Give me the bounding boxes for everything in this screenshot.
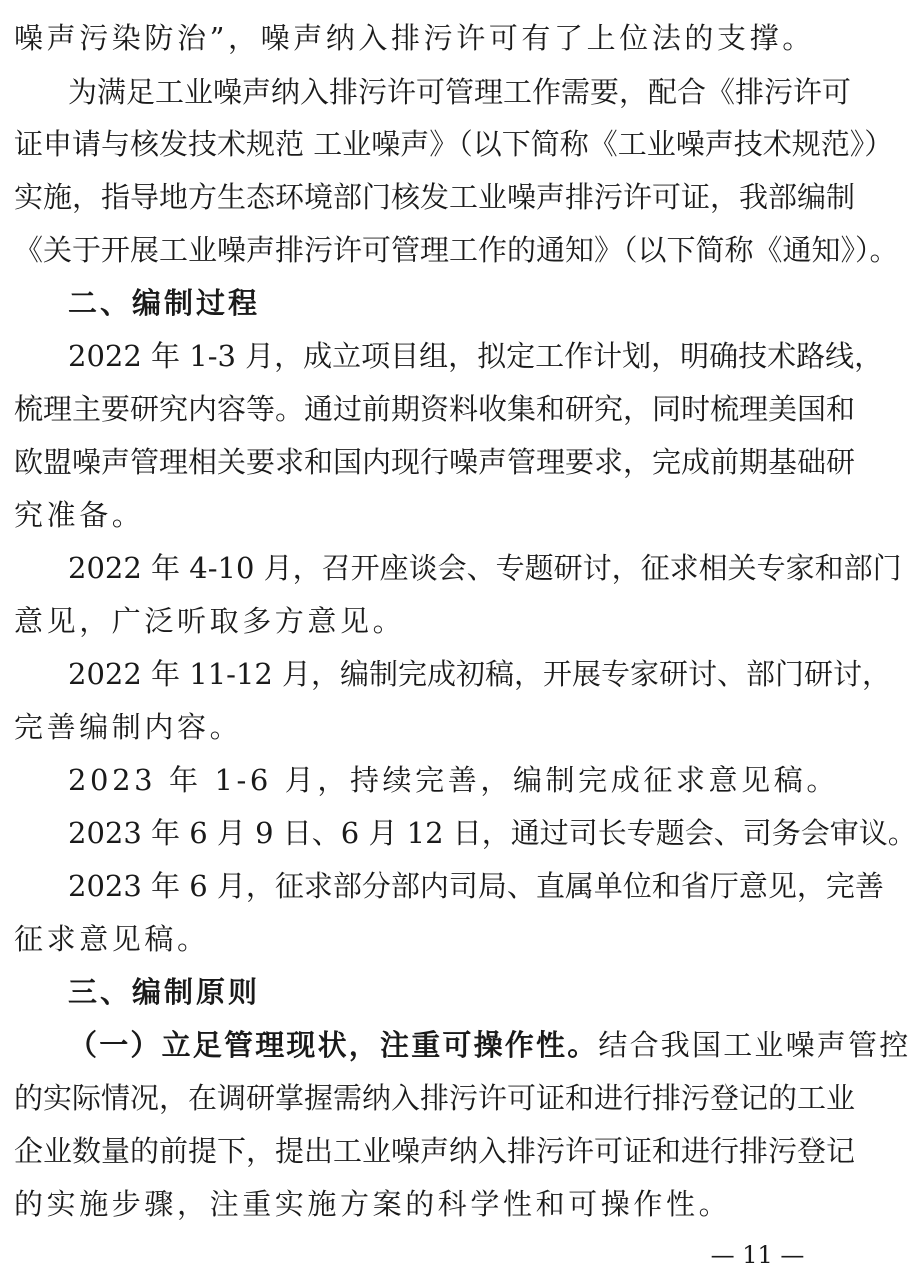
text-line: 2023 年 6 月，征求部分部内司局、直属单位和省厅意见，完善: [68, 869, 884, 903]
section-heading: 三、编制原则: [68, 975, 261, 1009]
section-heading: 二、编制过程: [68, 286, 261, 320]
text-line: 2022 年 11-12 月，编制完成初稿，开展专家研讨、部门研讨，: [68, 657, 892, 691]
text-line: 《关于开展工业噪声排污许可管理工作的通知》（以下简称《通知》）。: [14, 233, 899, 267]
page-number: — 11 —: [710, 1241, 805, 1269]
text-line: 意见，广泛听取多方意见。: [14, 604, 406, 638]
text-line: 梳理主要研究内容等。通过前期资料收集和研究，同时梳理美国和: [14, 392, 856, 426]
text-line: 完善编制内容。: [14, 710, 243, 744]
text-line: 征求意见稿。: [14, 922, 210, 956]
principle-lead: （一）立足管理现状，注重可操作性。: [68, 1028, 599, 1062]
text-line: 究准备。: [14, 498, 145, 532]
text-line: 噪声污染防治”，噪声纳入排污许可有了上位法的支撑。: [14, 21, 815, 55]
principle-line: [68, 1025, 911, 1065]
text-line: 欧盟噪声管理相关要求和国内现行噪声管理要求，完成前期基础研: [14, 445, 856, 479]
principle-rest: 结合我国工业噪声管控: [598, 1028, 911, 1062]
text-line: 2022 年 1-3 月，成立项目组，拟定工作计划，明确技术路线，: [68, 339, 884, 373]
text-line: 为满足工业噪声纳入排污许可管理工作需要，配合《排污许可: [68, 75, 852, 109]
text-line: 实施，指导地方生态环境部门核发工业噪声排污许可证，我部编制: [14, 180, 856, 214]
text-line: 的实际情况，在调研掌握需纳入排污许可证和进行排污登记的工业: [14, 1081, 856, 1115]
text-line: 企业数量的前提下，提出工业噪声纳入排污许可证和进行排污登记: [14, 1134, 856, 1168]
text-line: 2023 年 6 月 9 日、6 月 12 日，通过司长专题会、司务会审议。: [68, 816, 917, 850]
text-line: 的实施步骤，注重实施方案的科学性和可操作性。: [14, 1187, 732, 1221]
text-line: 证申请与核发技术规范 工业噪声》（以下简称《工业噪声技术规范》）: [14, 127, 894, 161]
text-line: 2022 年 4-10 月，召开座谈会、专题研讨，征求相关专家和部门: [68, 551, 902, 585]
text-line: 2023 年 1-6 月，持续完善，编制完成征求意见稿。: [68, 763, 839, 797]
